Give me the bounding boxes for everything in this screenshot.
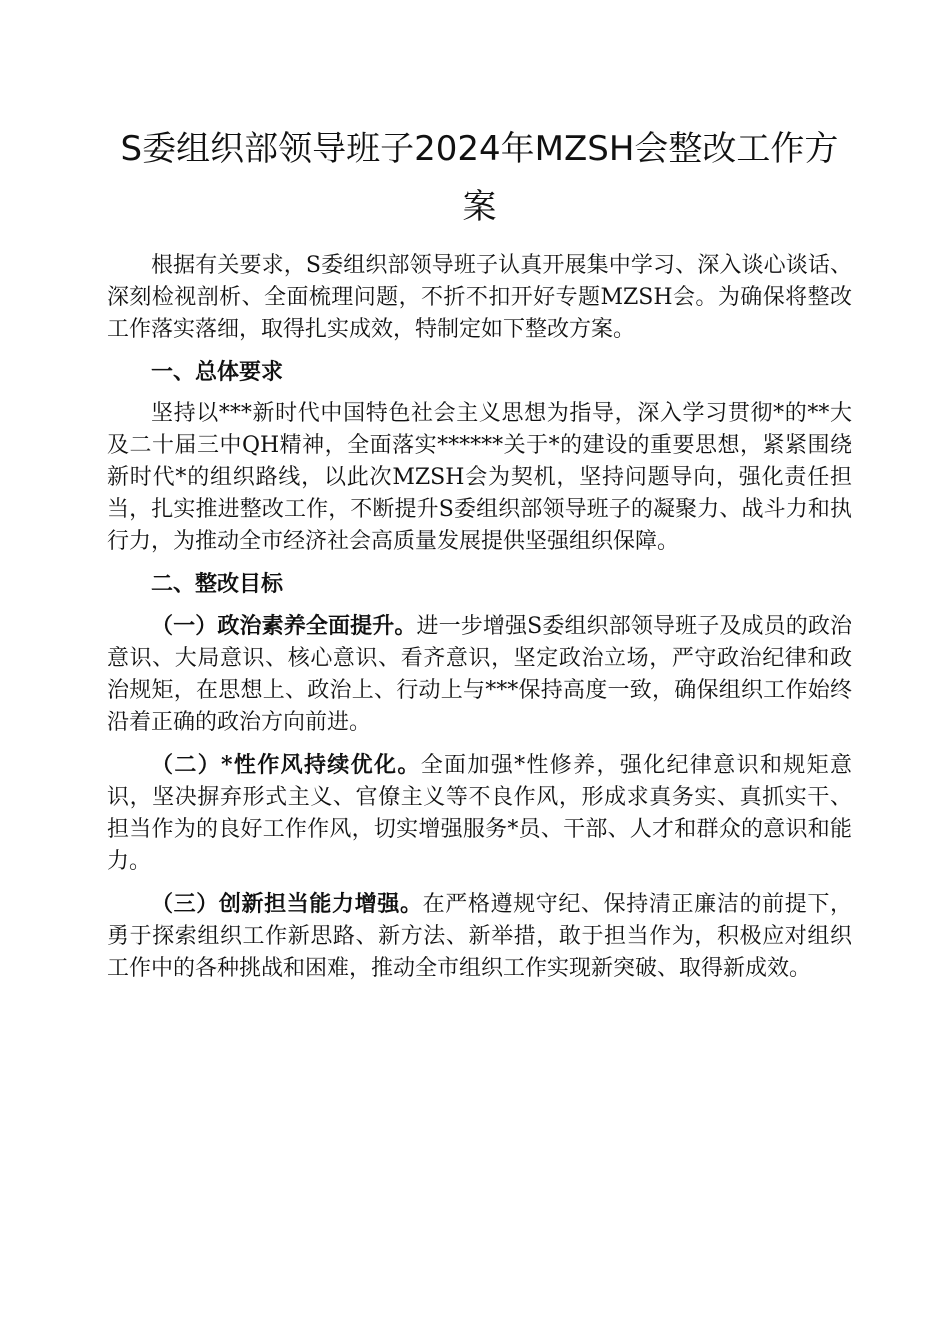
title-line-2: 案 bbox=[462, 187, 497, 227]
goal-3-lead: （三）创新担当能力增强。 bbox=[151, 891, 423, 917]
document-title bbox=[107, 120, 852, 236]
section-2-heading: 二、整改目标 bbox=[151, 571, 284, 597]
title-line-1: S委组织部领导班子2024年MZSH会整改工作方 bbox=[120, 129, 839, 169]
goal-2-paragraph bbox=[107, 749, 852, 878]
goal-1-body: 进一步增强S委组织部领导班子及成员的政治意识、大局意识、核心意识、看齐意识，坚定政治立场，严守政治纪律和政治规矩，在思想上、政治上、行动上与***保持高度一致，确保组织工作始终沿着正确的政治方向前进。 bbox=[107, 614, 852, 735]
goal-2-body: 全面加强*性修养，强化纪律意识和规矩意识，坚决摒弃形式主义、官僚主义等不良作风，形成求真务实、真抓实干、担当作为的良好工作作风，切实增强服务*员、干部、人才和群众的意识和能力。 bbox=[107, 753, 852, 874]
goal-1-paragraph bbox=[107, 610, 852, 739]
goal-3-body: 在严格遵规守纪、保持清正廉洁的前提下，勇于探索组织工作新思路、新方法、新举措，敢于担当作为，积极应对组织工作中的各种挑战和困难，推动全市组织工作实现新突破、取得新成效。 bbox=[107, 892, 852, 981]
intro-paragraph: 根据有关要求，S委组织部领导班子认真开展集中学习、深入谈心谈话、深刻检视剖析、全面梳理问题，不折不扣开好专题MZSH会。为确保将整改工作落实落细，取得扎实成效，特制定如下整改方案。 bbox=[107, 253, 852, 342]
section-1-body: 坚持以***新时代中国特色社会主义思想为指导，深入学习贯彻*的**大及二十届三中QH精神，全面落实******关于*的建设的重要思想，紧紧围绕新时代*的组织路线，以此次MZSH会为契机，坚持问题导向，强化责任担当，扎实推进整改工作，不断提升S委组织部领导班子的凝聚力、战斗力和执行力，为推动全市经济社会高质量发展提供坚强组织保障。 bbox=[107, 401, 852, 554]
section-1-heading: 一、总体要求 bbox=[151, 359, 284, 385]
document-page bbox=[107, 120, 852, 995]
goal-1-lead: （一）政治素养全面提升。 bbox=[151, 613, 417, 639]
goal-2-lead: （二）*性作风持续优化。 bbox=[151, 752, 421, 778]
goal-3-paragraph bbox=[107, 888, 852, 985]
